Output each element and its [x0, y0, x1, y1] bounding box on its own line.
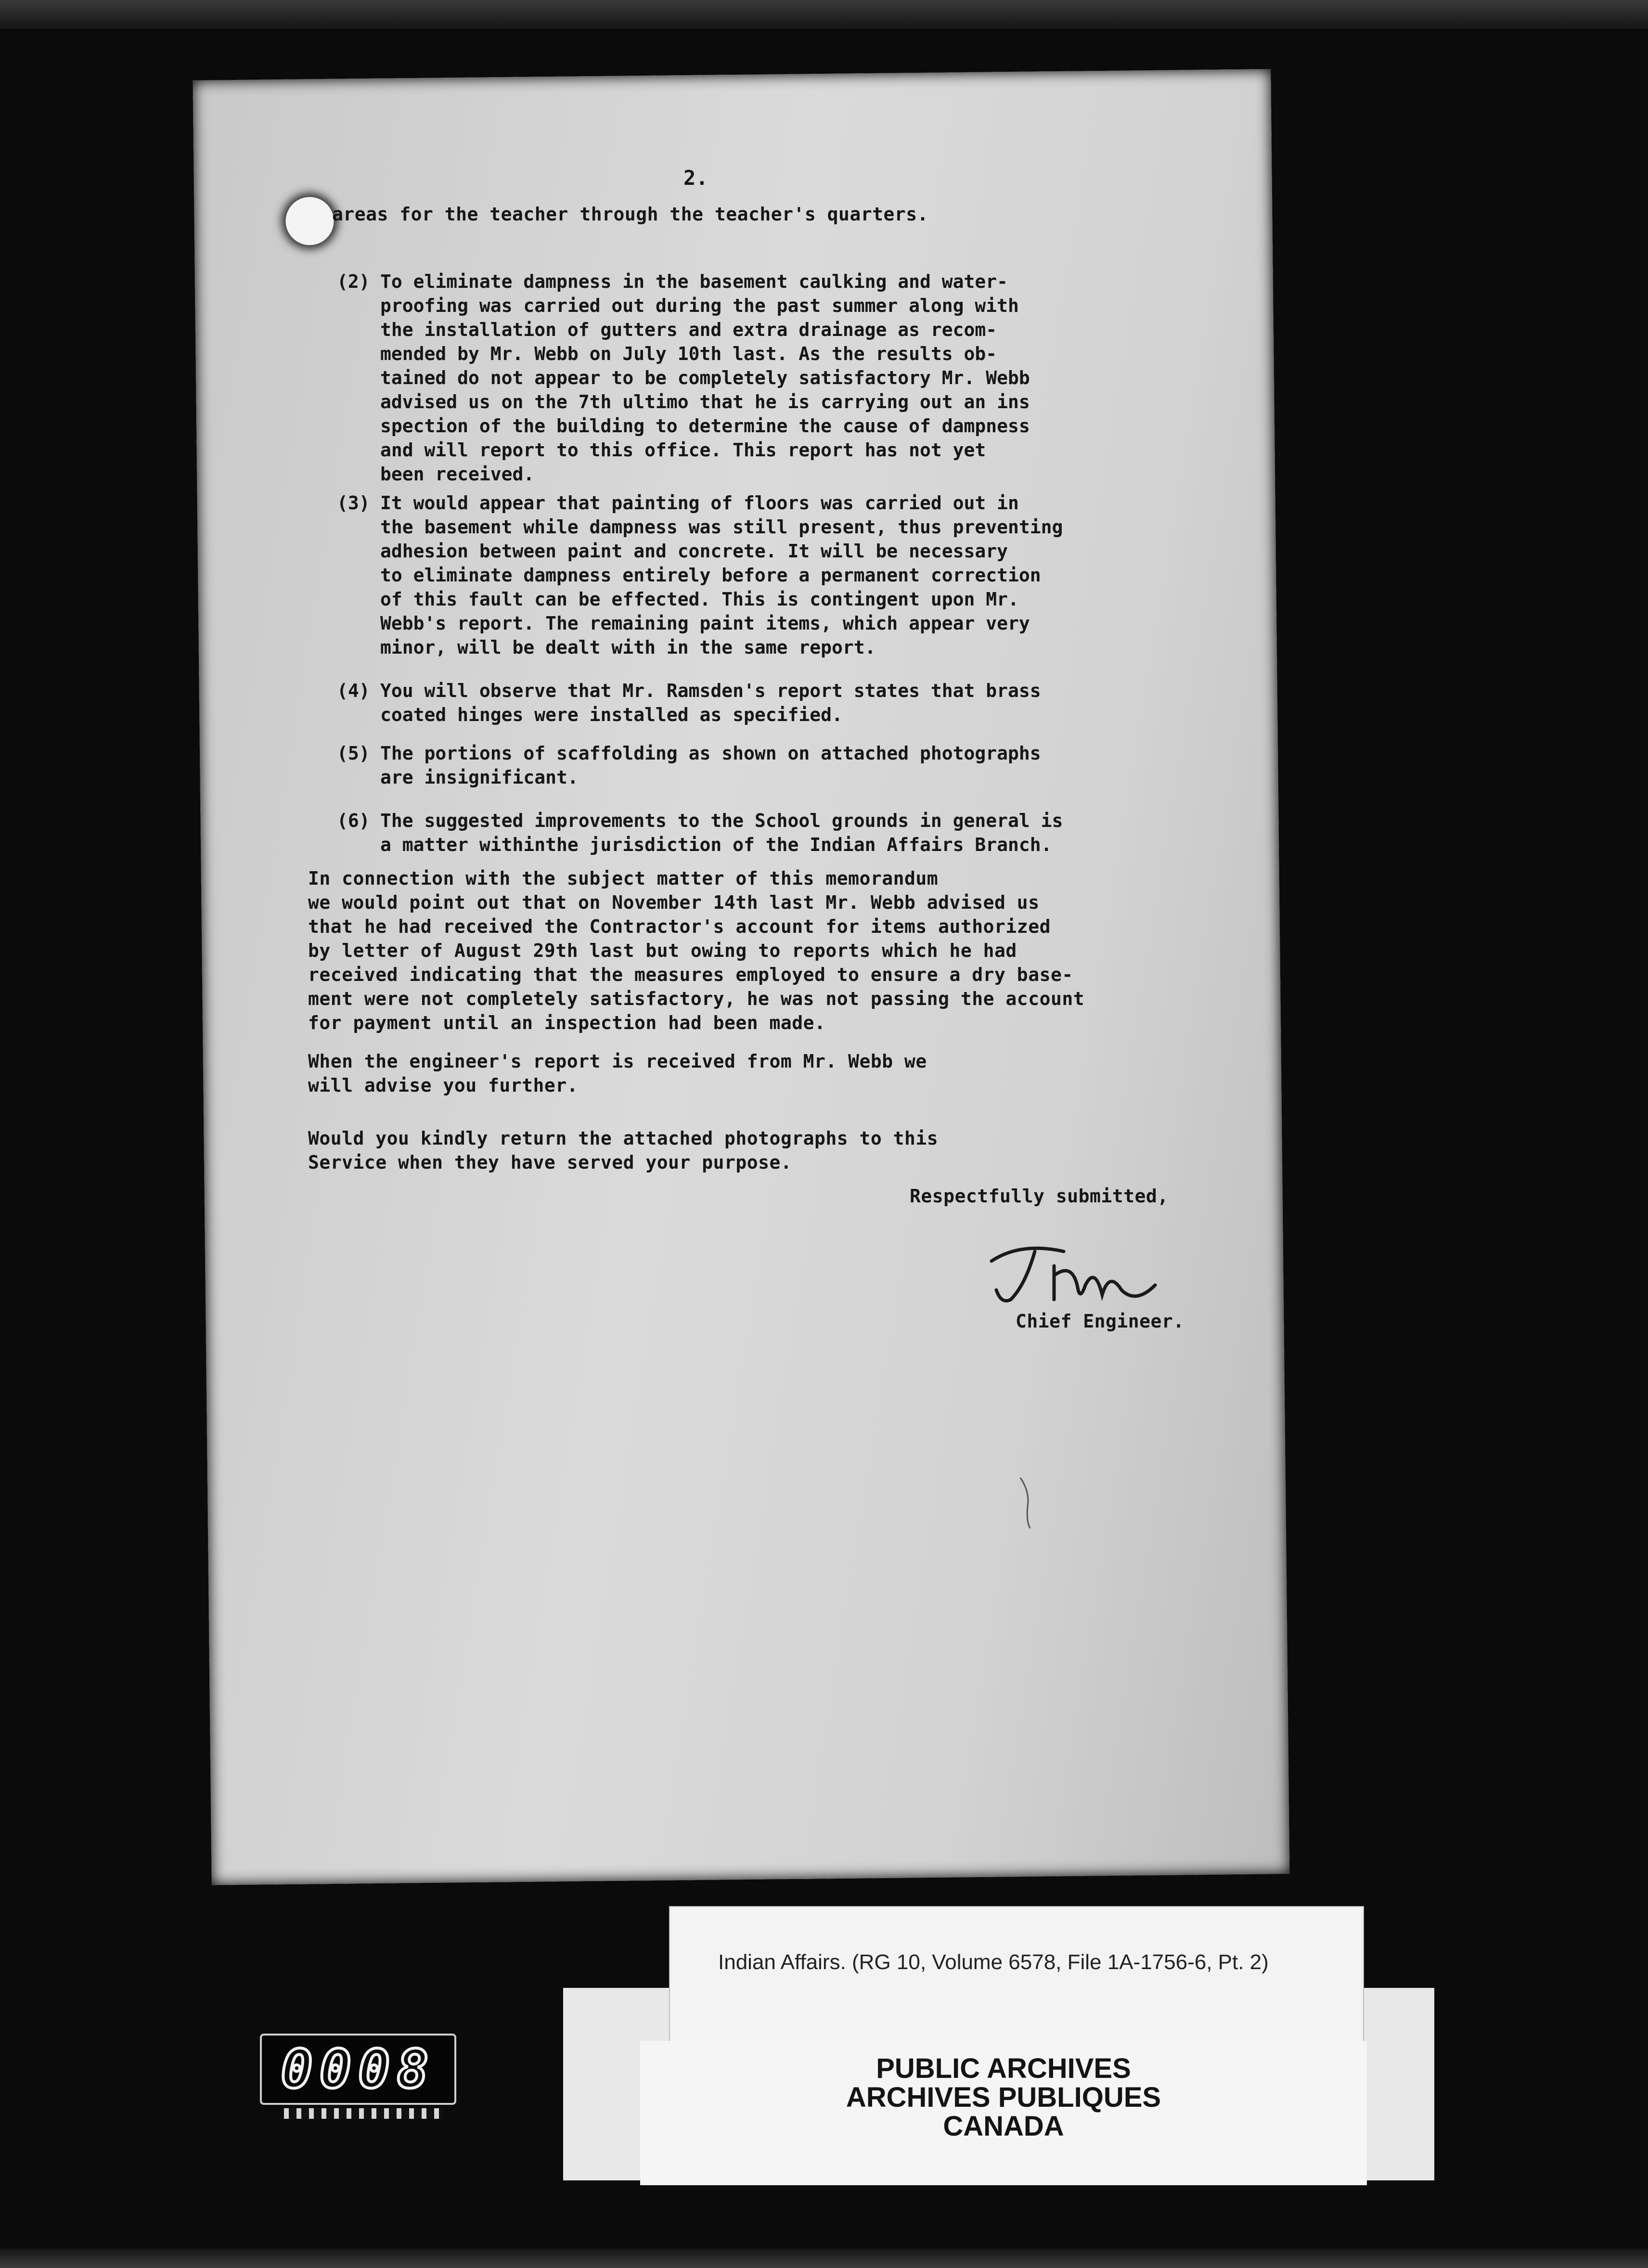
signatory-title: Chief Engineer. — [1016, 1311, 1184, 1332]
paragraph-inspection: In connection with the subject matter of this memorandum we would point out that on November 14th last Mr. Webb advised us that he had received the Contractor's account for items authorized by letter of August 29th last but owing to reports which he had received indicating that the measures employed to ensure a dry base- ment were not completely satisfactory, he was not passing the account for payment until an inspection had been made. — [308, 868, 1085, 1033]
film-sprocket-strip — [284, 2108, 443, 2119]
pencil-mark — [1016, 1473, 1035, 1531]
continuation-line: areas for the teacher through the teacher's quarters. — [332, 204, 929, 225]
item-number: (6) — [337, 810, 370, 831]
handwritten-signature — [982, 1232, 1232, 1309]
item-text: The portions of scaffolding as shown on attached photographs are insignificant. — [380, 743, 1041, 788]
archive-reference-card — [669, 1906, 1364, 2052]
archive-name-english: PUBLIC ARCHIVES — [876, 2053, 1131, 2084]
item-text: To eliminate dampness in the basement caulking and water- proofing was carried out during the past summer along with the installation of gutters and extra drainage as recom- mended by Mr. Webb on July 10th last. As the results ob- tained do not appear to be completely satisfactory Mr. Webb advised us on the 7th ultimo that he is carrying out an ins spection of the building to determine the cause of dampness and will report to this office. This report has not yet been received. — [380, 271, 1030, 485]
film-frame-top-edge — [0, 0, 1648, 29]
item-text: It would appear that painting of floors was carried out in the basement while dampness was still present, thus preventing adhesion between paint and concrete. It will be necessary to eliminate dampness entirely before a permanent correction of this fault can be effected. This is contingent upon Mr. Webb's report. The remaining paint items, which appear very minor, will be dealt with in the same report. — [380, 492, 1063, 658]
frame-counter — [260, 2034, 456, 2105]
item-number: (5) — [337, 743, 370, 764]
item-text: The suggested improvements to the School grounds in general is a matter withinthe jurisdiction of the Indian Affairs Branch. — [380, 810, 1063, 855]
page-number: 2. — [683, 166, 708, 190]
item-number: (3) — [337, 492, 370, 514]
closing-salutation: Respectfully submitted, — [910, 1186, 1169, 1207]
item-number: (2) — [337, 271, 370, 292]
film-frame-bottom-edge — [0, 2249, 1648, 2268]
paragraph-return-photos: Would you kindly return the attached photographs to this Service when they have served your purpose. — [308, 1128, 939, 1173]
archive-reference: Indian Affairs. (RG 10, Volume 6578, File 1A-1756-6, Pt. 2) — [718, 1950, 1269, 1974]
item-text: You will observe that Mr. Ramsden's report states that brass coated hinges were installed as specified. — [380, 680, 1041, 725]
archive-name-french: ARCHIVES PUBLIQUES — [846, 2082, 1161, 2113]
frame-number: 0008 — [281, 2038, 436, 2100]
archive-stamp-card — [640, 2041, 1367, 2185]
paragraph-advise: When the engineer's report is received from Mr. Webb we will advise you further. — [308, 1051, 927, 1096]
item-number: (4) — [337, 680, 370, 701]
archive-country: CANADA — [943, 2111, 1064, 2142]
punch-hole — [285, 197, 334, 245]
